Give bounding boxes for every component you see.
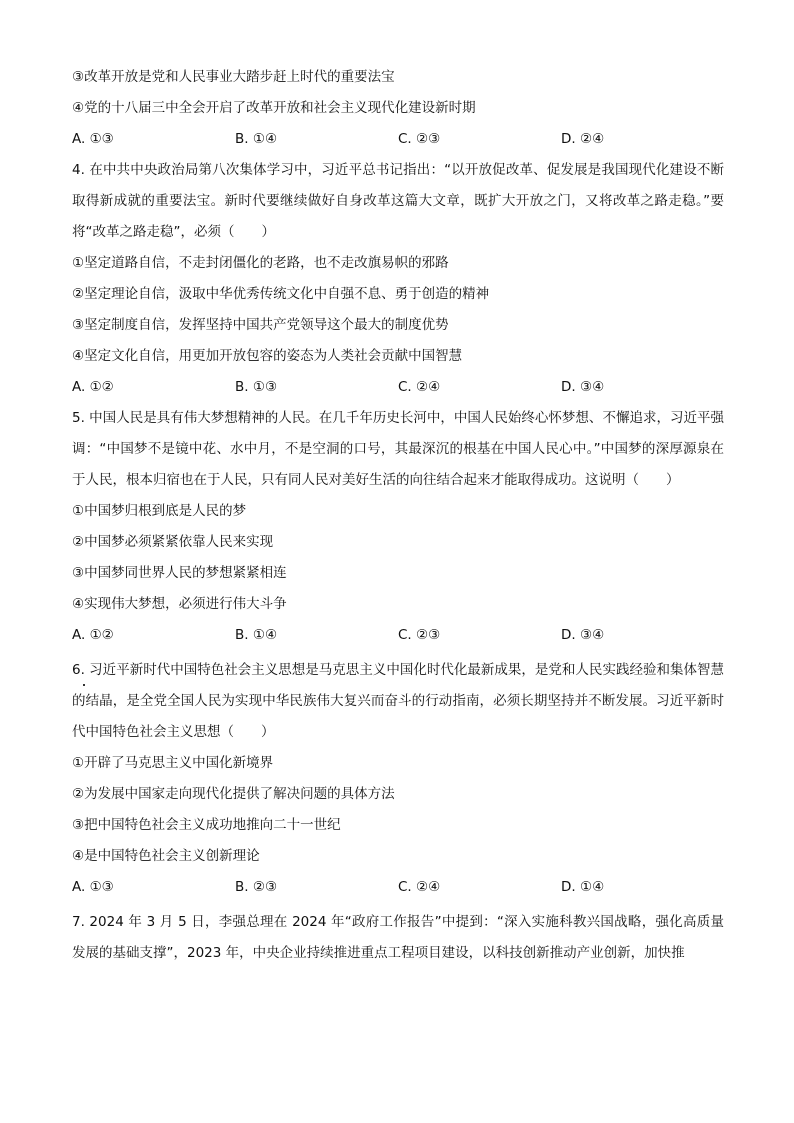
q6-option-c[interactable]: C. ②④ [398, 879, 441, 895]
q3-item-3: ③改革开放是党和人民事业大踏步赶上时代的重要法宝 [72, 69, 395, 85]
q5-option-c[interactable]: C. ②③ [398, 627, 441, 643]
q6-option-a[interactable]: A. ①③ [72, 879, 114, 895]
q4-item-3: ③坚定制度自信，发挥坚持中国共产党领导这个最大的制度优势 [72, 317, 449, 333]
q5-options [72, 620, 724, 651]
q5-item-4: ④实现伟大梦想，必须进行伟大斗争 [72, 596, 287, 612]
q4-option-c[interactable]: C. ②④ [398, 379, 441, 395]
q4-item-4: ④坚定文化自信，用更加开放包容的姿态为人类社会贡献中国智慧 [72, 348, 463, 364]
question-4 [72, 155, 724, 403]
q4-item-1: ①坚定道路自信，不走封闭僵化的老路，也不走改旗易帜的邪路 [72, 255, 449, 271]
q5-item-2: ②中国梦必须紧紧依靠人民来实现 [72, 534, 274, 550]
q6-option-d[interactable]: D. ①④ [561, 879, 605, 895]
q3-option-b[interactable]: B. ①④ [235, 131, 278, 147]
q7-stem: 7. 2024 年 3 月 5 日，李强总理在 2024 年“政府工作报告”中提到：“深入实施科教兴国战略，强化高质量发展的基础支撑”，2023 年，中央企业持续推进重点工程项目建设，以科技创新推动产业创新，加快推 [72, 914, 724, 961]
q5-item-1: ①中国梦归根到底是人民的梦 [72, 503, 247, 519]
q3-option-a[interactable]: A. ①③ [72, 131, 114, 147]
q6-item-1: ①开辟了马克思主义中国化新境界 [72, 755, 274, 771]
q5-option-a[interactable]: A. ①② [72, 627, 114, 643]
q6-item-3: ③把中国特色社会主义成功地推向二十一世纪 [72, 817, 341, 833]
q3-options [72, 124, 724, 155]
q4-options [72, 372, 724, 403]
exam-page [72, 62, 724, 969]
question-6 [72, 655, 724, 903]
q6-item-2: ②为发展中国家走向现代化提供了解决问题的具体方法 [72, 786, 395, 802]
q6-stem: 6. 习近平新时代中国特色社会主义思想是马克思主义中国化时代化最新成果，是党和人民实践经验和集体智慧的结晶，是全党全国人民为实现中华民族伟大复兴而奋斗的行动指南，必须长期坚持并不断发展。习近平新时代中国特色社会主义思想（ ） [72, 662, 724, 740]
q5-item-3: ③中国梦同世界人民的梦想紧紧相连 [72, 565, 287, 581]
q4-item-2: ②坚定理论自信，汲取中华优秀传统文化中自强不息、勇于创造的精神 [72, 286, 490, 302]
q5-stem: 5. 中国人民是具有伟大梦想精神的人民。在几千年历史长河中，中国人民始终心怀梦想、不懈追求，习近平强调：“中国梦不是镜中花、水中月，不是空洞的口号，其最深沉的根基在中国人民心中。”中国梦的深厚源泉在于人民，根本归宿也在于人民，只有同人民对美好生活的向往结合起来才能取得成功。这说明（ ） [72, 410, 724, 488]
q3-item-4: ④党的十八届三中全会开启了改革开放和社会主义现代化建设新时期 [72, 100, 476, 116]
q4-option-b[interactable]: B. ①③ [235, 379, 278, 395]
q4-option-d[interactable]: D. ③④ [561, 379, 605, 395]
question-7 [72, 907, 724, 969]
q6-options [72, 872, 724, 903]
q3-option-c[interactable]: C. ②③ [398, 131, 441, 147]
stray-mark [83, 684, 85, 686]
q5-option-d[interactable]: D. ③④ [561, 627, 605, 643]
q4-option-a[interactable]: A. ①② [72, 379, 114, 395]
q6-option-b[interactable]: B. ②③ [235, 879, 278, 895]
q4-stem: 4. 在中共中央政治局第八次集体学习中，习近平总书记指出：“以开放促改革、促发展是我国现代化建设不断取得新成就的重要法宝。新时代要继续做好自身改革这篇大文章，既扩大开放之门，又将改革之路走稳。”要将“改革之路走稳”，必须（ ） [72, 162, 724, 240]
q5-option-b[interactable]: B. ①④ [235, 627, 278, 643]
q6-item-4: ④是中国特色社会主义创新理论 [72, 848, 260, 864]
q3-option-d[interactable]: D. ②④ [561, 131, 605, 147]
question-5 [72, 403, 724, 651]
question-3 [72, 62, 724, 155]
